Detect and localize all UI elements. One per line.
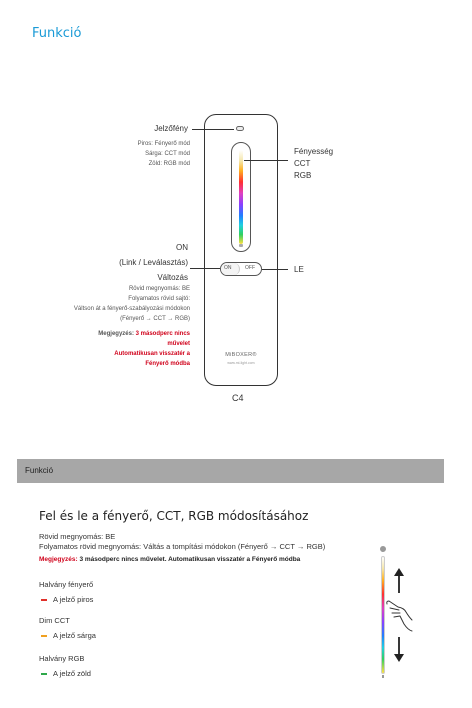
brightness-label: Fényesség bbox=[294, 147, 334, 156]
mode-item-cct: A jelző sárga bbox=[53, 631, 96, 640]
note-text: 3 másodperc nincs művelet. Automatikusan visszatér a Fényerő módba bbox=[77, 556, 301, 563]
arrow-up-icon bbox=[392, 568, 406, 594]
yellow-indicator-dash bbox=[41, 635, 47, 637]
short-press-text: Rövid megnyomás: BE bbox=[39, 532, 116, 541]
note-label: Megjegyzés: bbox=[39, 556, 78, 563]
cct-label: CCT bbox=[294, 159, 311, 168]
brand-url: www.mi-light.com bbox=[227, 361, 255, 365]
brand-logo: MiBOXER® bbox=[225, 352, 257, 358]
switch-desc-2: Folyamatos rövid sajtó: bbox=[128, 296, 190, 302]
model-label: C4 bbox=[232, 393, 244, 403]
switch-leader-line bbox=[190, 268, 220, 269]
switch-title-3: Változás bbox=[157, 273, 188, 282]
switch-on-label: ON bbox=[224, 265, 232, 271]
section-title: Funkció bbox=[32, 26, 82, 41]
color-gradient-strip bbox=[239, 150, 243, 244]
mode-item-rgb: A jelző zöld bbox=[53, 669, 91, 678]
switch-note-red-3: Automatikusan visszatér a bbox=[114, 351, 190, 357]
hand-swipe-icon bbox=[384, 598, 414, 632]
switch-off-label: OFF bbox=[245, 265, 255, 271]
mode-title-cct: Dim CCT bbox=[39, 616, 70, 625]
indicator-title: Jelzőfény bbox=[154, 124, 188, 133]
red-indicator-dash bbox=[41, 599, 47, 601]
strip-top-dot bbox=[380, 546, 386, 552]
indicator-leader-line bbox=[192, 129, 234, 130]
switch-note-line-1 bbox=[50, 330, 190, 339]
mode-item-brightness: A jelző piros bbox=[53, 595, 94, 604]
switch-title-2: (Link / Leválasztás) bbox=[119, 258, 188, 267]
switch-desc-3: Váltson át a fényerő-szabályozási módokon bbox=[73, 306, 190, 312]
rgb-label: RGB bbox=[294, 171, 312, 180]
timeout-note bbox=[39, 556, 300, 563]
mode-title-rgb: Halvány RGB bbox=[39, 654, 85, 663]
indicator-desc-2: Sárga: CCT mód bbox=[145, 151, 190, 157]
section-header-label: Funkció bbox=[25, 466, 54, 475]
strip-end-dot bbox=[239, 244, 243, 247]
mode-title-brightness: Halvány fényerő bbox=[39, 580, 94, 589]
switch-note-red-4: Fényerő módba bbox=[145, 361, 190, 367]
arrow-down-icon bbox=[392, 636, 406, 662]
strip-bottom-dot bbox=[382, 675, 384, 678]
switch-note-label: Megjegyzés: bbox=[98, 331, 134, 337]
le-leader-line bbox=[262, 269, 288, 270]
indicator-desc-1: Piros: Fényerő mód bbox=[137, 141, 190, 147]
switch-note-red-1: 3 másodperc nincs bbox=[135, 331, 190, 337]
indicator-light bbox=[236, 126, 244, 131]
switch-title-1: ON bbox=[176, 243, 188, 252]
le-label: LE bbox=[294, 265, 304, 274]
switch-note-red-2: művelet bbox=[167, 341, 190, 347]
continuous-press-text: Folyamatos rövid megnyomás: Váltás a tompítási módokon (Fényerő → CCT → RGB) bbox=[39, 542, 326, 551]
switch-desc-4: (Fényerő → CCT → RGB) bbox=[120, 316, 190, 322]
brightness-leader-line bbox=[244, 160, 288, 161]
feature-heading: Fel és le a fényerő, CCT, RGB módosításához bbox=[39, 509, 309, 523]
green-indicator-dash bbox=[41, 673, 47, 675]
section-header-bar bbox=[17, 459, 444, 483]
indicator-desc-3: Zöld: RGB mód bbox=[148, 161, 190, 167]
switch-desc-1: Rövid megnyomás: BE bbox=[128, 286, 190, 292]
